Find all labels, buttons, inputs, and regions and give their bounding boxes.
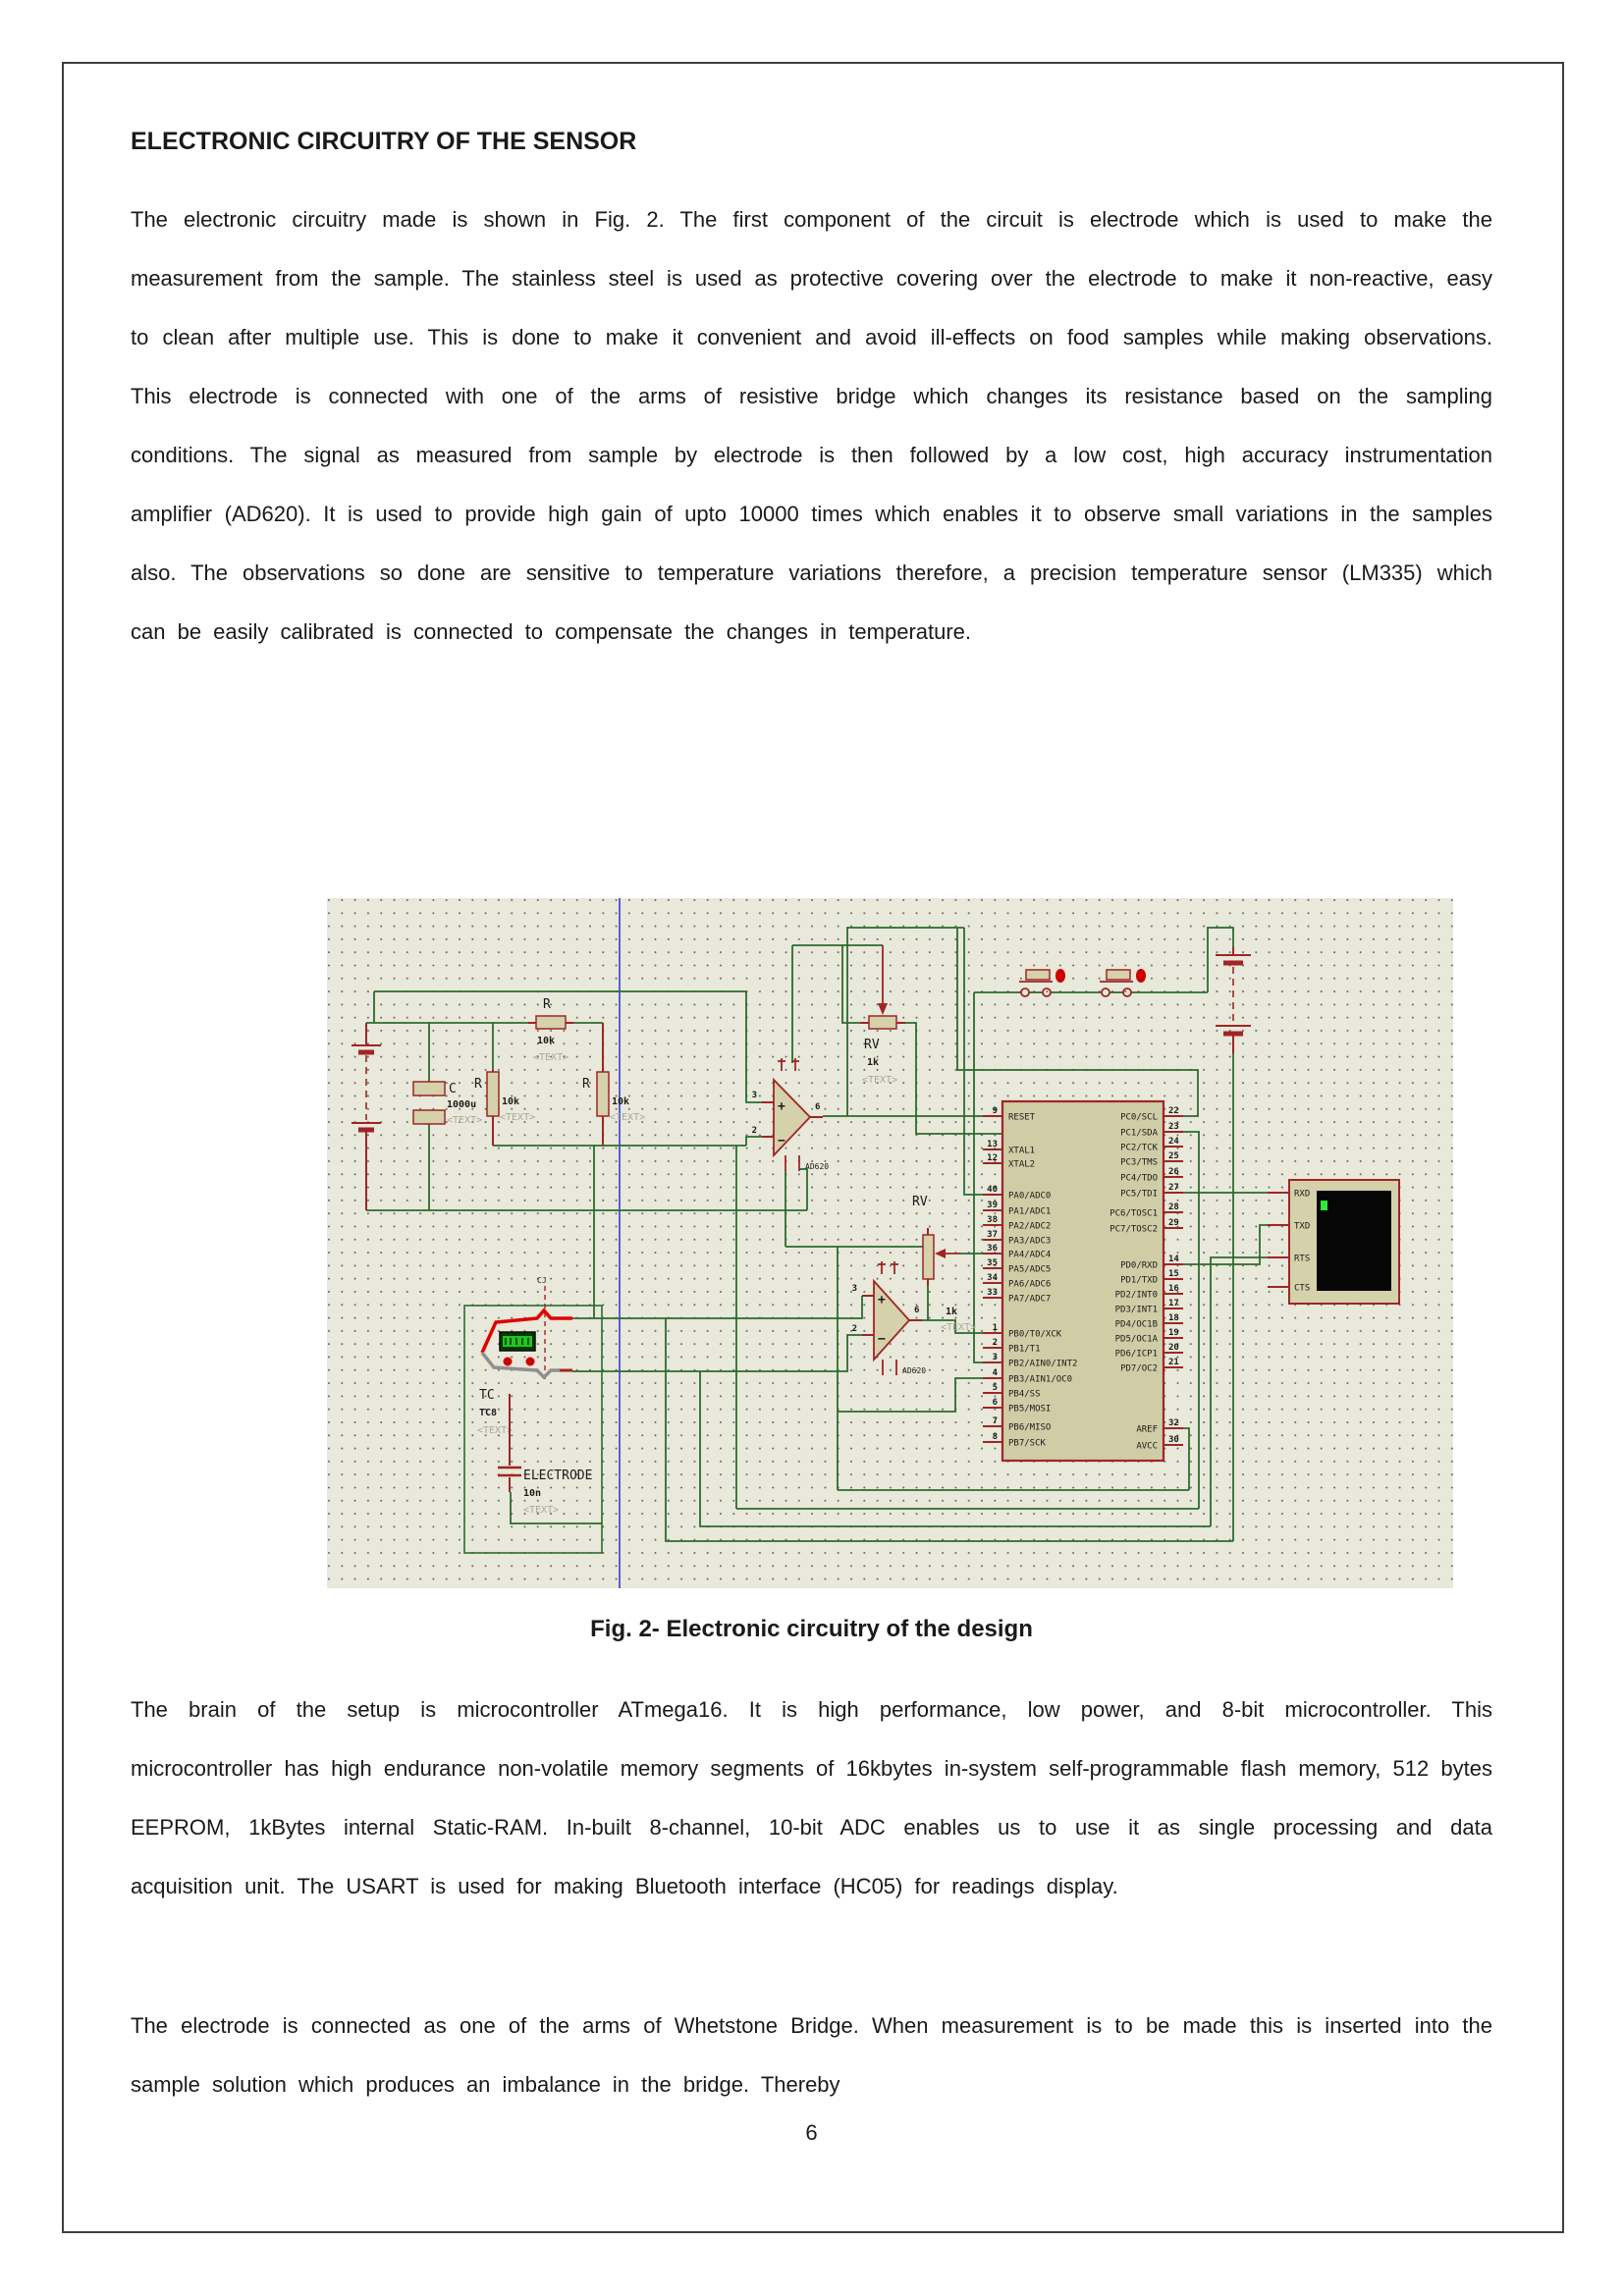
r2-ref: R: [582, 1077, 590, 1092]
mcu-pin-label: PC6/TOSC1: [1110, 1208, 1158, 1219]
r1-ref: R: [474, 1077, 482, 1092]
r2-value: 10k: [612, 1096, 630, 1107]
terminal-cursor: [1321, 1201, 1327, 1210]
circuit-figure: [327, 898, 1453, 1588]
paragraph-1: The electronic circuitry made is shown in Fig. 2. The first component of the circuit is electrode which is used to make the measurement from the sample. The stainless steel is used as protective covering over the electrode to make it non-reactive, easy to clean after multiple use. This is done to make it convenient and avoid ill-effects on food samples while making observations. This electrode is connected with one of the arms of resistive bridge which changes its resistance based on the sampling conditions. The signal as measured from sample by electrode is then followed by a low cost, high accuracy instrumentation amplifier (AD620). It is used to provide high gain of upto 10000 times which enables it to observe small variations in the samples also. The observations so done are sensitive to temperature variations therefore, a precision temperature sensor (LM335) which can be easily calibrated is connected to compensate the changes in temperature.: [131, 207, 1492, 644]
terminal-pin-label: RTS: [1294, 1254, 1311, 1264]
mcu-pin-number: 5: [992, 1383, 998, 1393]
mcu-pin-number: 13: [987, 1140, 998, 1149]
mcu-pin-number: 33: [987, 1288, 998, 1298]
electrode-value: 10n: [523, 1488, 542, 1499]
terminal-pin-label: RXD: [1294, 1189, 1311, 1200]
mcu-pin-number: 38: [987, 1215, 998, 1225]
r-top-placeholder: <TEXT>: [533, 1052, 569, 1063]
figure-caption: Fig. 2- Electronic circuitry of the design: [590, 1616, 1033, 1642]
mcu-pin-number: 35: [987, 1258, 998, 1268]
mcu-pin-label: PB7/SCK: [1008, 1438, 1046, 1449]
mcu-pin-label: PB2/AIN0/INT2: [1008, 1359, 1078, 1369]
c1-value: 1000u: [447, 1099, 477, 1110]
mcu-pin-label: AREF: [1136, 1424, 1158, 1435]
mcu-pin-number: 7: [992, 1416, 998, 1426]
paragraph-2: The brain of the setup is microcontroller ATmega16. It is high performance, low power, and 8-bit microcontroller. This microcontroller has high endurance non-volatile memory segments of 16kbytes in-system self-programmable flash memory, 512 bytes EEPROM, 1kBytes internal Static-RAM. In-built 8-channel, 10-bit ADC enables us to use it as single processing and data acquisition unit. The USART is used for making Bluetooth interface (HC05) for readings display.: [131, 1697, 1492, 1898]
rv1-placeholder: <TEXT>: [862, 1075, 898, 1086]
mcu-pin-label: PD0/RXD: [1120, 1260, 1158, 1271]
r1-placeholder: <TEXT>: [500, 1112, 536, 1123]
opamp2-pin6: 6: [914, 1306, 920, 1315]
section-heading: ELECTRONIC CIRCUITRY OF THE SENSOR: [131, 128, 637, 155]
mcu-pin-number: 8: [992, 1432, 998, 1442]
mcu-pin-number: 17: [1168, 1299, 1179, 1308]
tc-ref: TC: [479, 1388, 495, 1403]
mcu-pin-number: 18: [1168, 1313, 1179, 1323]
mcu-pin-number: 29: [1168, 1218, 1179, 1228]
mcu-pin-number: 12: [987, 1153, 998, 1163]
rv2-value: 1k: [946, 1307, 958, 1317]
mcu-pin-label: XTAL1: [1008, 1146, 1036, 1156]
mcu-pin-label: PA7/ADC7: [1008, 1294, 1052, 1305]
electrode-ref: ELECTRODE: [523, 1468, 593, 1483]
c1-placeholder: <TEXT>: [447, 1115, 483, 1126]
page-number: 6: [805, 2120, 818, 2145]
mcu-pin-number: 22: [1168, 1106, 1179, 1116]
electrode-placeholder: <TEXT>: [523, 1505, 560, 1516]
tc-model: TC8: [479, 1408, 498, 1418]
mcu-pin-label: PA1/ADC1: [1008, 1206, 1052, 1217]
rv2-ref: RV: [912, 1195, 928, 1209]
mcu-pin-label: PC1/SDA: [1120, 1128, 1158, 1139]
opamp1-pin6: 6: [815, 1102, 821, 1112]
mcu-pin-label: PD5/OC1A: [1114, 1334, 1158, 1345]
mcu-pin-number: 19: [1168, 1328, 1179, 1338]
mcu-pin-label: PC2/TCK: [1120, 1143, 1158, 1153]
mcu-pin-label: XTAL2: [1008, 1159, 1036, 1170]
tc-cj-label: CJ: [537, 1276, 547, 1285]
mcu-pin-number: 3: [992, 1353, 998, 1362]
mcu-pin-number: 28: [1168, 1202, 1179, 1212]
mcu-pin-number: 30: [1168, 1435, 1179, 1445]
terminal-screen: [1317, 1191, 1391, 1291]
opamp1-pin3: 3: [751, 1091, 757, 1100]
mcu-pin-number: 6: [992, 1398, 998, 1408]
opamp2-pin3: 3: [851, 1284, 857, 1294]
mcu-pin-label: RESET: [1008, 1112, 1036, 1123]
c1-ref: C: [449, 1082, 457, 1096]
mcu-pin-label: PC4/TDO: [1120, 1173, 1158, 1184]
terminal-pin-label: CTS: [1294, 1283, 1311, 1294]
mcu-pin-number: 34: [987, 1273, 998, 1283]
mcu-pin-number: 14: [1168, 1255, 1179, 1264]
mcu-pin-label: PD4/OC1B: [1114, 1319, 1158, 1330]
opamp1-plus-sign: +: [778, 1099, 785, 1114]
rv1-ref: RV: [864, 1038, 880, 1052]
mcu-pin-label: PB6/MISO: [1008, 1422, 1052, 1433]
mcu-pin-label: PB4/SS: [1008, 1389, 1041, 1400]
schematic-grid: [327, 898, 1453, 1588]
mcu-pin-label: PA3/ADC3: [1008, 1236, 1052, 1247]
mcu-pin-number: 24: [1168, 1137, 1179, 1147]
mcu-pin-label: PA4/ADC4: [1008, 1250, 1052, 1260]
opamp2-pin2: 2: [851, 1324, 857, 1334]
mcu-pin-number: 40: [987, 1185, 998, 1195]
mcu-pin-number: 26: [1168, 1167, 1179, 1177]
mcu-pin-label: PA5/ADC5: [1008, 1264, 1052, 1275]
opamp1-pin2: 2: [751, 1126, 757, 1136]
mcu-pin-label: PB3/AIN1/OC0: [1008, 1374, 1073, 1385]
mcu-pin-number: 25: [1168, 1151, 1179, 1161]
mcu-pin-label: PD7/OC2: [1120, 1363, 1158, 1374]
mcu-pin-label: PB1/T1: [1008, 1344, 1041, 1355]
mcu-pin-number: 15: [1168, 1269, 1179, 1279]
tc-placeholder: <TEXT>: [477, 1425, 514, 1436]
mcu-pin-number: 16: [1168, 1284, 1179, 1294]
opamp2-part: AD620: [902, 1366, 927, 1375]
mcu-pin-label: PC0/SCL: [1120, 1112, 1158, 1123]
opamp2-plus-sign: +: [878, 1293, 886, 1308]
opamp1-minus-sign: −: [778, 1134, 785, 1148]
terminal-pin-label: TXD: [1294, 1221, 1311, 1232]
mcu-pin-label: PC3/TMS: [1120, 1157, 1158, 1168]
paragraph-3: The electrode is connected as one of the arms of Whetstone Bridge. When measurement is to be made this is inserted into the sample solution which produces an imbalance in the bridge. Thereby: [131, 2013, 1492, 2097]
mcu-pin-number: 20: [1168, 1343, 1179, 1353]
mcu-pin-label: PB5/MOSI: [1008, 1404, 1052, 1415]
mcu-pin-label: PD3/INT1: [1114, 1305, 1158, 1315]
mcu-pin-label: PA0/ADC0: [1008, 1191, 1052, 1201]
mcu-pin-number: 37: [987, 1230, 998, 1240]
mcu-pin-number: 1: [992, 1323, 998, 1333]
mcu-pin-number: 36: [987, 1244, 998, 1254]
mcu: [983, 1101, 1183, 1461]
mcu-pin-label: PB0/T0/XCK: [1008, 1329, 1062, 1340]
r-top-value: 10k: [537, 1036, 556, 1046]
r1-value: 10k: [502, 1096, 520, 1107]
mcu-pin-number: 39: [987, 1201, 998, 1210]
mcu-pin-label: PC7/TOSC2: [1110, 1224, 1158, 1235]
rv1-value: 1k: [867, 1057, 880, 1068]
mcu-pin-label: PD6/ICP1: [1114, 1349, 1158, 1360]
opamp1-part: AD620: [805, 1162, 830, 1171]
mcu-pin-number: 23: [1168, 1122, 1179, 1132]
mcu-pin-number: 4: [992, 1368, 998, 1378]
mcu-pin-number: 21: [1168, 1358, 1179, 1367]
mcu-pin-label: PC5/TDI: [1120, 1189, 1158, 1200]
mcu-pin-label: AVCC: [1136, 1441, 1158, 1452]
mcu-pin-label: PA6/ADC6: [1008, 1279, 1052, 1290]
mcu-pin-number: 2: [992, 1338, 998, 1348]
r-top-ref: R: [543, 997, 551, 1012]
mcu-pin-label: PD1/TXD: [1120, 1275, 1158, 1286]
mcu-pin-number: 27: [1168, 1183, 1179, 1193]
opamp2-minus-sign: −: [878, 1332, 886, 1347]
mcu-pin-number: 9: [992, 1106, 998, 1116]
mcu-pin-label: PD2/INT0: [1114, 1290, 1158, 1301]
mcu-pin-number: 32: [1168, 1418, 1179, 1428]
rv2-placeholder: <TEXT>: [941, 1322, 977, 1333]
mcu-pin-label: PA2/ADC2: [1008, 1221, 1052, 1232]
r2-placeholder: <TEXT>: [610, 1112, 646, 1123]
